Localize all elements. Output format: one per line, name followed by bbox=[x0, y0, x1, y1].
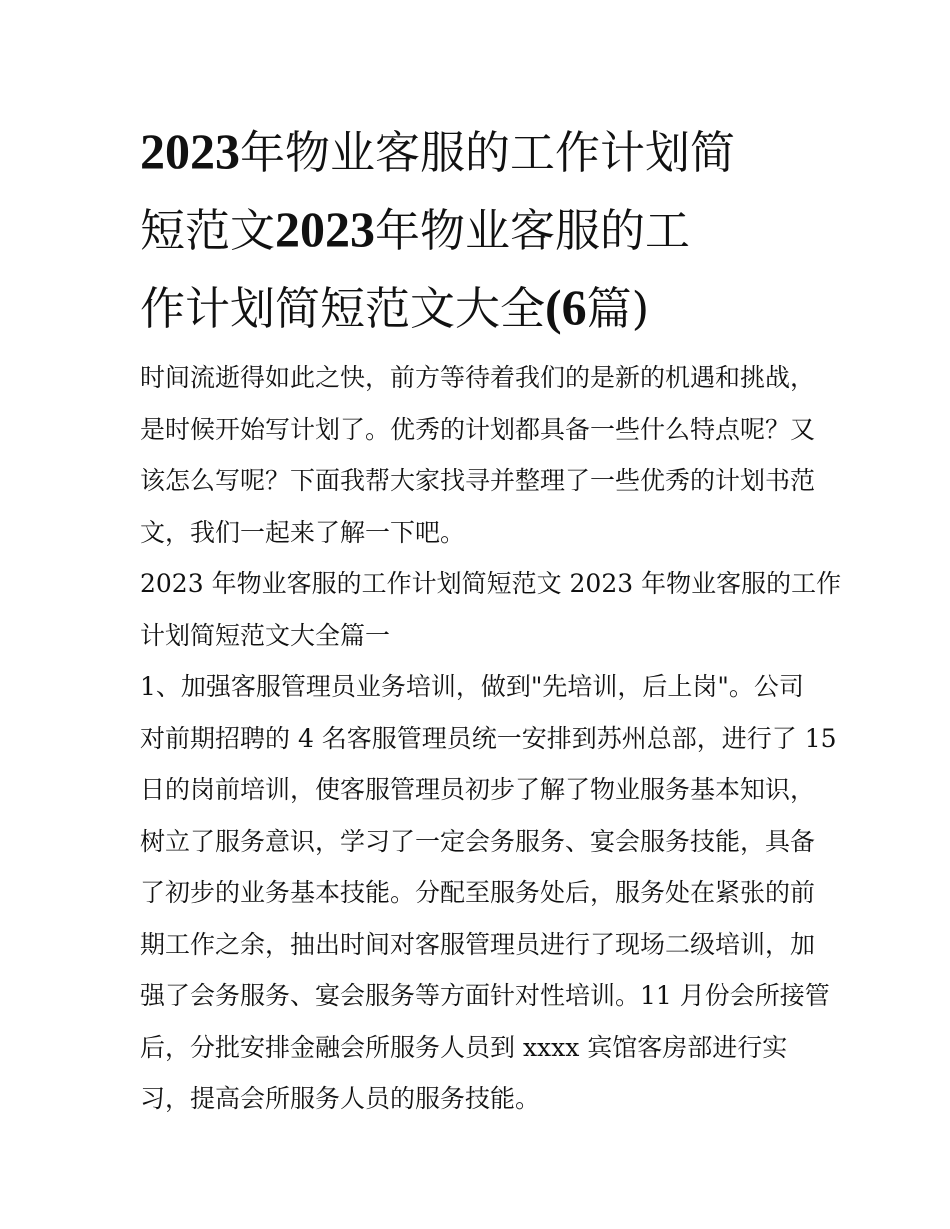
intro-line: 该怎么写呢？下面我帮大家找寻并整理了一些优秀的计划书范 bbox=[140, 466, 816, 495]
body-line: 期工作之余，抽出时间对客服管理员进行了现场二级培训，加 bbox=[140, 929, 816, 959]
title-line-3 bbox=[140, 268, 815, 346]
intro-line: 时间流逝得如此之快，前方等待着我们的是新的机遇和挑战， bbox=[140, 363, 816, 392]
section-heading bbox=[140, 558, 842, 661]
section-heading-line: 计划简短范文大全篇一 bbox=[140, 620, 391, 650]
intro-line: 是时候开始写计划了。优秀的计划都具备一些什么特点呢？又 bbox=[140, 414, 816, 444]
body-line: 日的岗前培训，使客服管理员初步了解了物业服务基本知识， bbox=[140, 775, 816, 804]
body-line: 树立了服务意识，学习了一定会务服务、宴会服务技能，具备 bbox=[140, 826, 816, 856]
body-line: 后，分批安排金融会所服务人员到 xxxx 宾馆客房部进行实 bbox=[140, 1032, 788, 1062]
body-line: 对前期招聘的 4 名客服管理员统一安排到苏州总部，进行了 15 bbox=[140, 723, 837, 753]
title-line-1 bbox=[140, 112, 815, 190]
body-line: 习，提高会所服务人员的服务技能。 bbox=[140, 1084, 541, 1113]
title-year: 2023 bbox=[140, 123, 240, 179]
body-line: 强了会务服务、宴会服务等方面针对性培训。11 月份会所接管 bbox=[140, 981, 830, 1010]
title-count: (6 bbox=[545, 279, 587, 335]
title-text: 年物业客服的工作计划简 bbox=[240, 126, 736, 179]
title-text: 短范文 bbox=[140, 204, 276, 257]
document-page bbox=[140, 112, 842, 1125]
title-line-2 bbox=[140, 190, 815, 268]
title-text: 年物业客服的工 bbox=[375, 204, 691, 257]
document-title bbox=[140, 112, 815, 346]
body-paragraph bbox=[140, 661, 837, 1125]
section-heading-line: 2023 年物业客服的工作计划简短范文 2023 年物业客服的工作 bbox=[140, 569, 842, 598]
title-text: 篇) bbox=[586, 282, 650, 335]
intro-paragraph bbox=[140, 352, 815, 558]
title-year: 2023 bbox=[275, 201, 376, 257]
body-line: 了初步的业务基本技能。分配至服务处后，服务处在紧张的前 bbox=[140, 878, 816, 907]
title-text: 作计划简短范文大全 bbox=[140, 282, 546, 335]
body-line: 1、加强客服管理员业务培训，做到"先培训，后上岗"。公司 bbox=[140, 672, 804, 701]
intro-line: 文，我们一起来了解一下吧。 bbox=[140, 517, 466, 547]
